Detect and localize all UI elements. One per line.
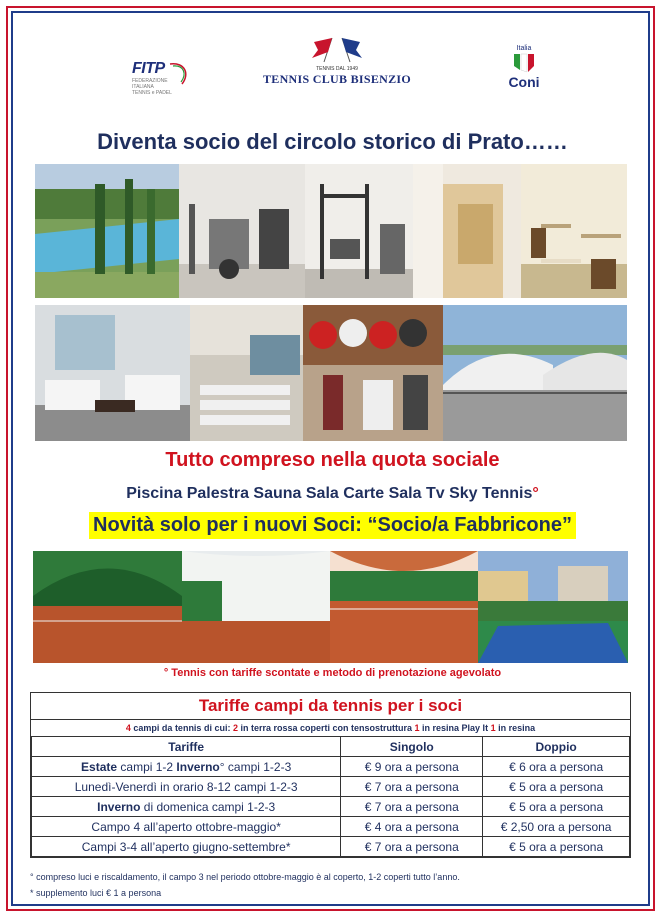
- row-label-text: di domenica campi 1-2-3: [140, 799, 276, 814]
- sub-text-4: in resina: [495, 723, 536, 733]
- fitp-wordmark: FITP: [132, 60, 165, 77]
- sub-count-clay: 2: [232, 723, 238, 733]
- note-lights-heating: ° compreso luci e riscaldamento, il campo 3 nel periodo ottobre-maggio è al coperto, 1-2 coperti tutto l’anno.: [30, 872, 460, 882]
- row-label-bold: Inverno: [97, 799, 141, 814]
- row-label: Campo 4 all’aperto ottobre-maggio*: [32, 817, 341, 837]
- coni-logo: [500, 45, 548, 97]
- row-label: Campi 3-4 all’aperto giugno-settembre*: [32, 837, 341, 857]
- row-doppio: € 6 ora a persona: [483, 757, 630, 777]
- tcb-name: TENNIS CLUB BISENZIO: [262, 72, 412, 86]
- header-doppio: Doppio: [483, 737, 630, 757]
- row-label: Lunedì-Venerdì in orario 8-12 campi 1-2-3: [32, 777, 341, 797]
- sub-count-total: 4: [125, 723, 131, 733]
- row-doppio: € 5 ora a persona: [483, 777, 630, 797]
- row-singolo: € 7 ora a persona: [341, 837, 483, 857]
- sub-text-3: in resina Play It: [419, 723, 491, 733]
- photo-indoor-clay-court-3: [330, 551, 478, 663]
- photo-conference-room: [190, 305, 303, 441]
- coni-wordmark: Coni: [508, 74, 540, 90]
- row-singolo: € 7 ora a persona: [341, 777, 483, 797]
- photo-sauna: [413, 164, 521, 298]
- table-row: [32, 837, 630, 857]
- photo-gym-2: [305, 164, 413, 298]
- novita-text: Novità solo per i nuovi Soci: “Socio/a Fabbricone”: [89, 512, 576, 539]
- photo-dome-courts: [443, 305, 627, 441]
- photo-outdoor-resin-court: [478, 551, 628, 663]
- row-label-bold: Estate: [81, 759, 118, 774]
- sub-text-1: campi da tennis di cui:: [130, 723, 233, 733]
- photo-pool: [35, 164, 179, 298]
- facilities-degree: °: [532, 485, 539, 502]
- row-label-text-2: ° campi 1-2-3: [219, 759, 292, 774]
- table-header-row: [32, 737, 630, 757]
- table-subtitle: [31, 720, 630, 736]
- row-singolo: € 9 ora a persona: [341, 757, 483, 777]
- novita-banner: [0, 512, 665, 539]
- table-row: [32, 757, 630, 777]
- coni-italia: Italia: [516, 45, 532, 52]
- fitp-logo: [130, 60, 190, 96]
- photo-indoor-clay-court-1: [33, 551, 182, 663]
- sub-text-2: in terra rossa coperti con tensostruttura: [237, 723, 415, 733]
- photo-gym-1: [179, 164, 305, 298]
- tagline: Tutto compreso nella quota sociale: [165, 449, 500, 471]
- header-singolo: Singolo: [341, 737, 483, 757]
- tcb-founded: TENNIS DAL 1949: [316, 66, 358, 72]
- row-label-text: campi 1-2: [117, 759, 177, 774]
- tennis-club-bisenzio-logo: [262, 36, 412, 102]
- photo-indoor-clay-court-2: [182, 551, 330, 663]
- page-title: Diventa socio del circolo storico di Prato……: [97, 129, 568, 154]
- row-label: [32, 757, 341, 777]
- fitp-sub-2: ITALIANA: [132, 84, 154, 90]
- table-row: [32, 817, 630, 837]
- row-doppio: € 5 ora a persona: [483, 837, 630, 857]
- row-label-bold-2: Inverno: [176, 759, 220, 774]
- row-singolo: € 7 ora a persona: [341, 797, 483, 817]
- fitp-sub-3: TENNIS e PADEL: [132, 90, 172, 96]
- sub-count-playit: 1: [414, 723, 420, 733]
- row-singolo: € 4 ora a persona: [341, 817, 483, 837]
- facilities-list: [0, 485, 665, 503]
- crossed-flags-icon: [262, 36, 412, 64]
- photo-lounge: [521, 164, 627, 298]
- coni-flag-icon: [500, 52, 548, 74]
- facilities-text: Piscina Palestra Sauna Sala Carte Sala Tv Sky Tennis: [126, 485, 533, 502]
- tariff-table: [30, 692, 631, 858]
- table-row: [32, 797, 630, 817]
- tariff-grid: [31, 736, 630, 857]
- header-tariffe: Tariffe: [32, 737, 341, 757]
- table-row: [32, 777, 630, 797]
- tennis-footnote: ° Tennis con tariffe scontate e metodo di prenotazione agevolato: [163, 667, 502, 679]
- table-title: Tariffe campi da tennis per i soci: [31, 693, 630, 720]
- row-doppio: € 2,50 ora a persona: [483, 817, 630, 837]
- note-lights-supplement: * supplemento luci € 1 a persona: [30, 888, 162, 898]
- fitp-sub-1: FEDERAZIONE: [132, 78, 168, 84]
- photo-pro-shop: [303, 305, 443, 441]
- row-doppio: € 5 ora a persona: [483, 797, 630, 817]
- row-label: [32, 797, 341, 817]
- photo-living-room: [35, 305, 190, 441]
- sub-count-resin: 1: [490, 723, 496, 733]
